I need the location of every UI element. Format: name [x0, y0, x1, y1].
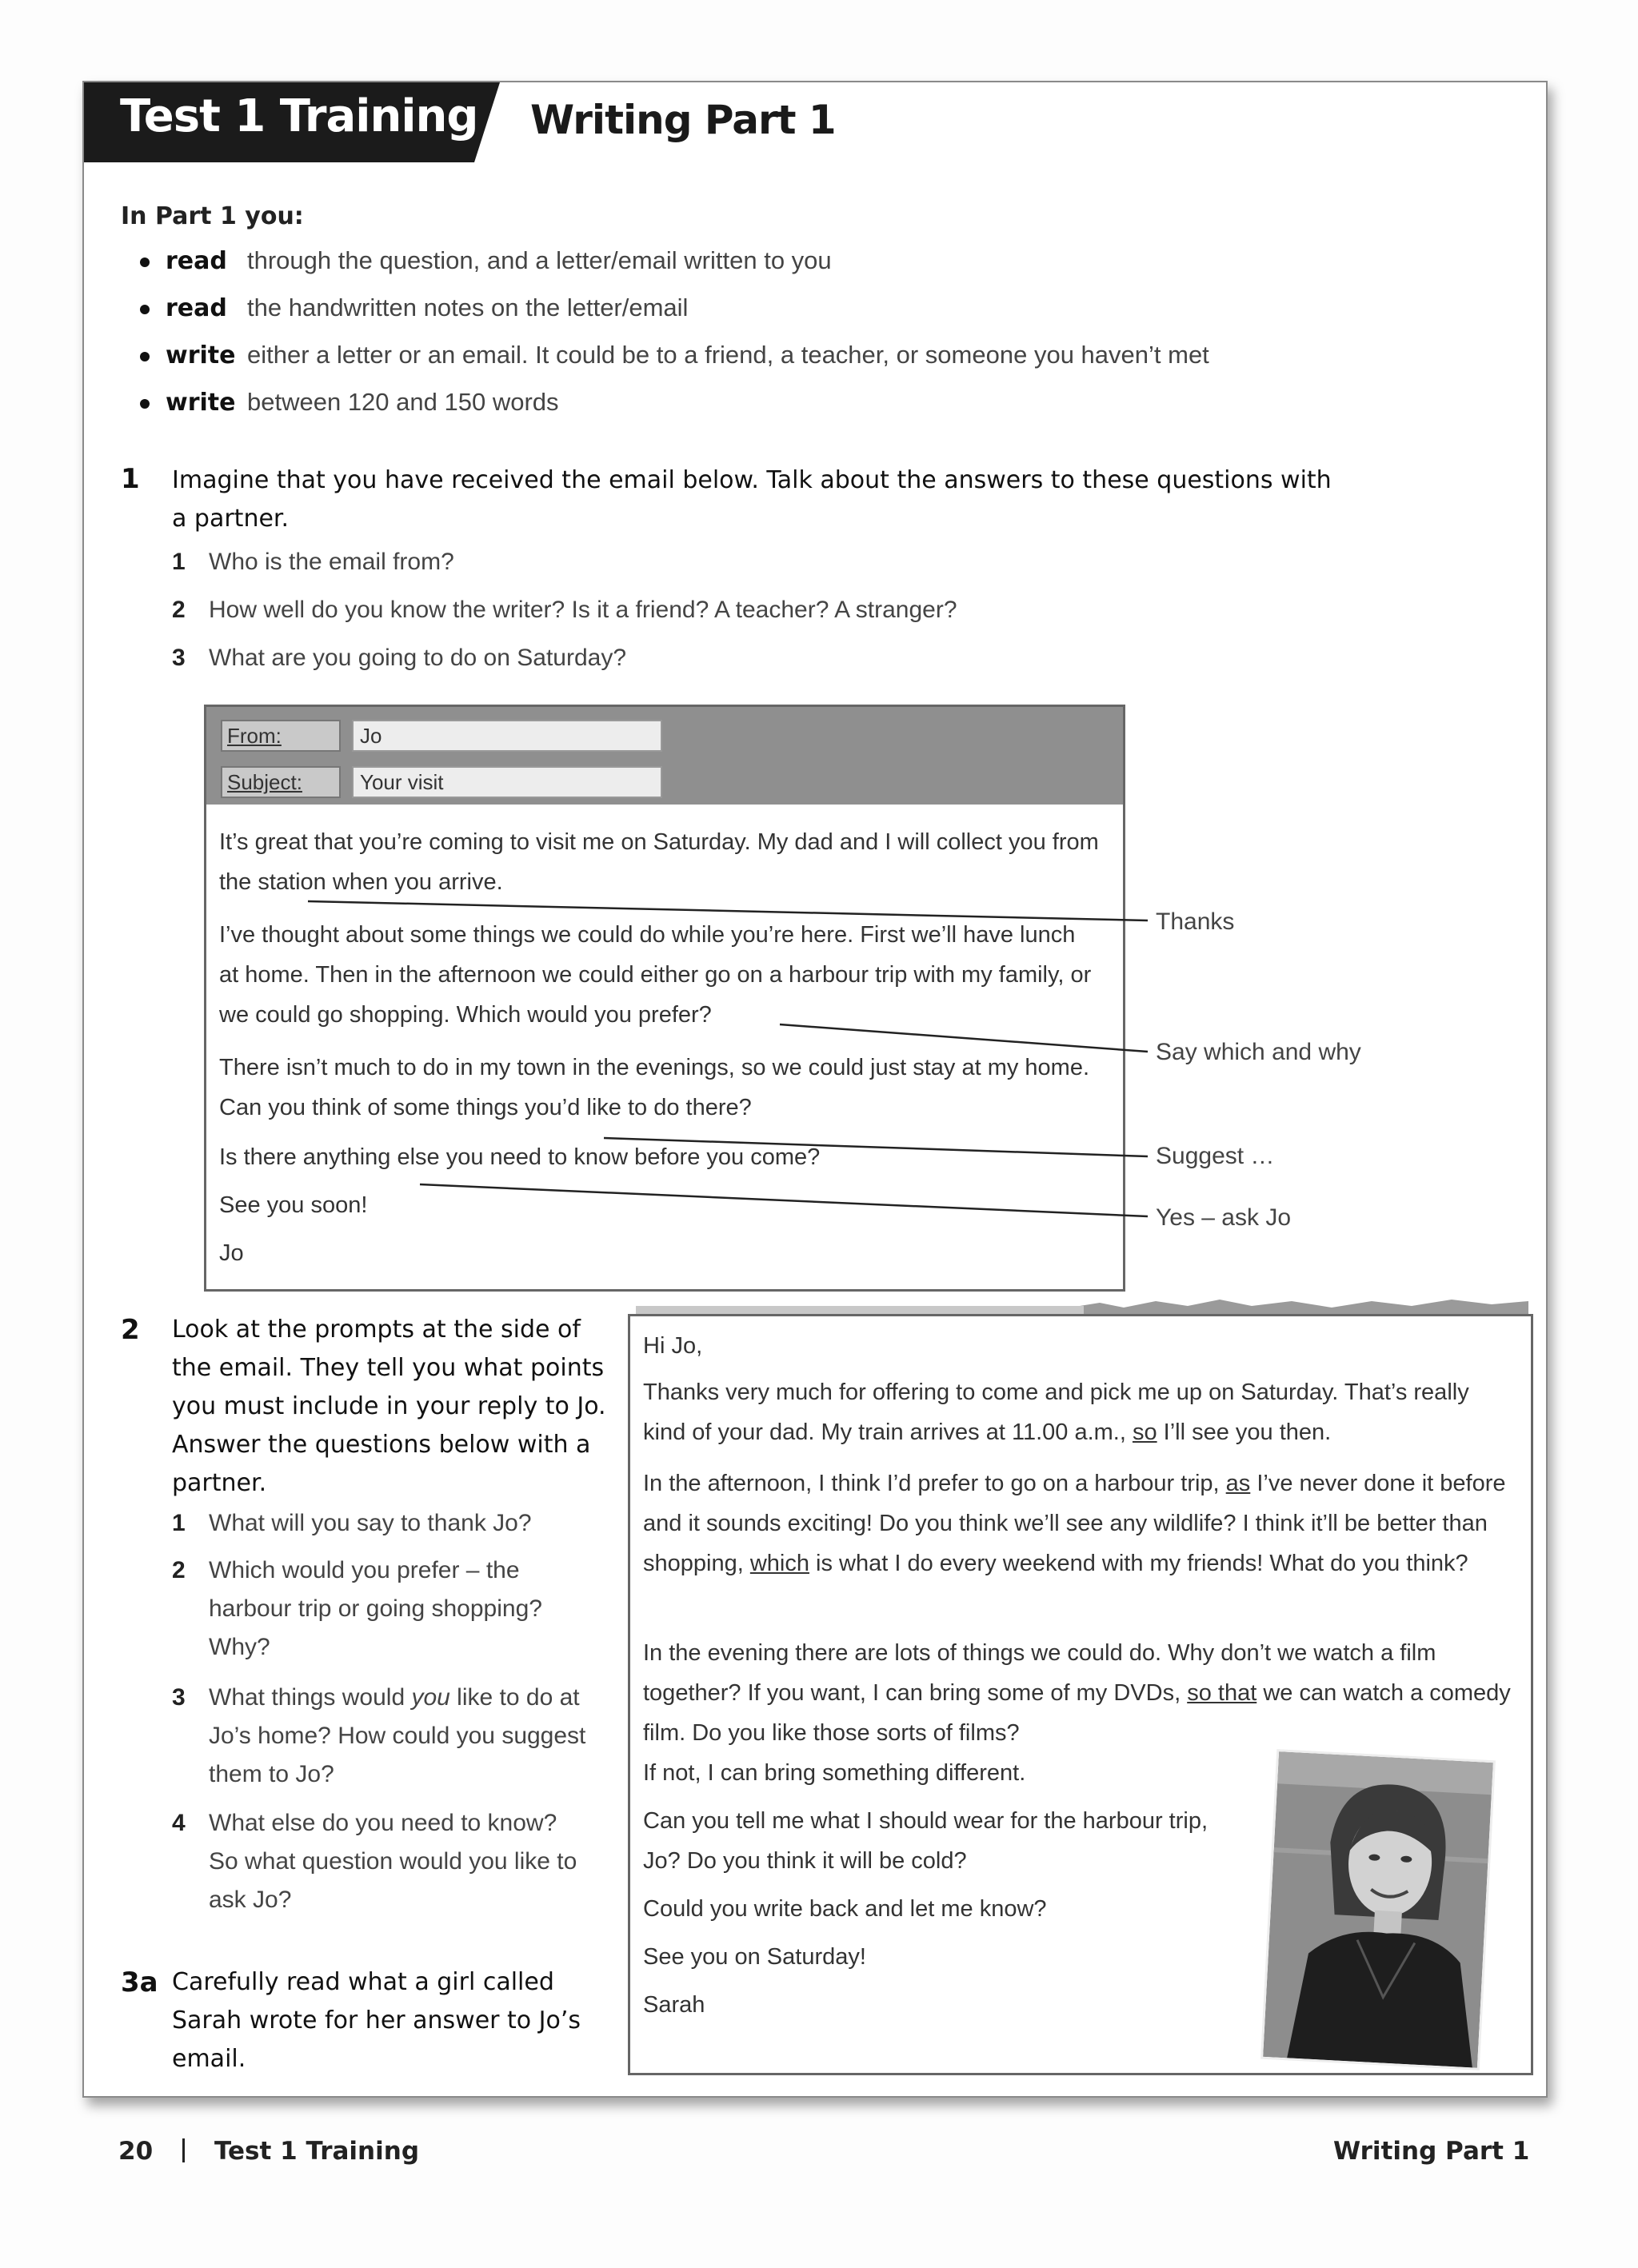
reply-sign-off: See you on Saturday! — [643, 1944, 866, 1970]
intro-heading: In Part 1 you: — [121, 202, 304, 230]
q2-item — [172, 1804, 593, 1919]
reply-text: is what I do every weekend with my friends! What do you think? — [809, 1551, 1468, 1576]
page-number: 20 — [118, 2137, 154, 2166]
connector-line — [604, 1138, 1148, 1156]
reply-paragraph: Can you tell me what I should wear for the harbour trip, Jo? Do you think it will be cold? — [643, 1808, 1209, 1874]
subject-label: Subject: — [221, 766, 341, 798]
reply-paragraph — [643, 1463, 1515, 1583]
prompt-note: Yes – ask Jo — [1156, 1204, 1291, 1231]
from-label: From: — [221, 720, 341, 752]
bullet-keyword: write — [166, 389, 236, 417]
item-number: 2 — [172, 597, 186, 623]
bullet-text: the handwritten notes on the letter/email — [247, 293, 689, 321]
bullet-text: between 120 and 150 words — [247, 388, 559, 416]
item-number: 4 — [172, 1810, 186, 1836]
item-number: 1 — [172, 549, 186, 575]
footer-separator — [182, 2138, 185, 2162]
reply-paragraph — [643, 1372, 1515, 1452]
from-field: Jo — [352, 720, 662, 752]
bullet-keyword: read — [166, 294, 227, 322]
question-text: Carefully read what a girl called Sarah wrote for her answer to Jo’s email. — [172, 1968, 581, 2073]
question-number: 2 — [121, 1314, 140, 1346]
connector-line — [308, 901, 1148, 920]
linker-word: which — [749, 1551, 809, 1576]
item-text: How well do you know the writer? Is it a friend? A teacher? A stranger? — [209, 597, 957, 623]
item-text: What else do you need to know? So what question would you like to ask Jo? — [209, 1810, 577, 1913]
footer-test-title: Test 1 Training — [214, 2137, 420, 2166]
reply-text: Thanks very much for offering to come and pick me up on Saturday. That’s really kind of your dad. My train arrives at 11.00 a.m., — [643, 1380, 1469, 1445]
email-paragraph: Is there anything else you need to know before you come? — [219, 1144, 821, 1170]
section-title: Writing Part 1 — [530, 97, 836, 143]
reply-text: I’ll see you then. — [1157, 1419, 1332, 1445]
reply-paragraph — [643, 1633, 1515, 1753]
prompt-note: Thanks — [1156, 908, 1235, 935]
item-text: like to do at Jo’s home? How could you suggest them to Jo? — [209, 1684, 586, 1787]
reply-email-from-sarah — [628, 1314, 1533, 2075]
connector-line — [780, 1024, 1148, 1052]
item-text: Who is the email from? — [209, 549, 454, 575]
linker-word: as — [1225, 1471, 1251, 1496]
bullet-text: through the question, and a letter/email written to you — [247, 246, 832, 274]
email-sign-off: See you soon! — [219, 1192, 368, 1218]
item-number: 2 — [172, 1557, 186, 1583]
question-number: 3a — [121, 1967, 158, 1998]
footer-section-title: Writing Part 1 — [1333, 2137, 1530, 2166]
reply-paragraph: Could you write back and let me know? — [643, 1896, 1047, 1922]
email-paragraph: It’s great that you’re coming to visit me on Saturday. My dad and I will collect you from the station when you arrive. — [219, 829, 1099, 895]
email-paragraph: There isn’t much to do in my town in the evenings, so we could just stay at my home. Can you think of some things you’d like to do there? — [219, 1055, 1090, 1120]
question-text: Look at the prompts at the side of the email. They tell you what points you must include in your reply to Jo. Answer the questions below with a partner. — [172, 1316, 606, 1497]
bullet-text: either a letter or an email. It could be to a friend, a teacher, or someone you haven’t met — [247, 341, 1209, 369]
q2-item — [172, 1551, 593, 1667]
email-paragraph: I’ve thought about some things we could do while you’re here. First we’ll have lunch at home. Then in the afternoon we could either go on a harbour trip with my family, or we could go shopping. Which would you prefer? — [219, 922, 1092, 1028]
item-text: Which would you prefer – the harbour trip or going shopping? Why? — [209, 1557, 542, 1660]
question-number: 1 — [121, 463, 140, 495]
q2-item — [172, 1504, 609, 1543]
item-number: 1 — [172, 1510, 186, 1536]
reply-greeting: Hi Jo, — [643, 1333, 703, 1359]
reply-text: In the evening there are lots of things we could do. Why don’t we watch a film together? If you want, I can bring some of my DVDs, — [643, 1640, 1436, 1706]
connector-line — [420, 1184, 1148, 1216]
linker-word: so — [1132, 1419, 1157, 1445]
bullet-keyword: read — [166, 247, 227, 275]
reply-text: In the afternoon, I think I’d prefer to go on a harbour trip, — [643, 1471, 1226, 1496]
item-number: 3 — [172, 645, 186, 671]
photo-of-sarah — [1260, 1749, 1496, 2070]
prompt-note: Suggest … — [1156, 1143, 1275, 1169]
item-number: 3 — [172, 1684, 186, 1711]
item-text: What will you say to thank Jo? — [209, 1510, 532, 1536]
prompt-note: Say which and why — [1156, 1039, 1361, 1065]
worksheet-page — [82, 81, 1548, 2098]
subject-field: Your visit — [352, 766, 662, 798]
reply-text: we can watch a comedy film. Do you like those sorts of films? — [643, 1680, 1511, 1746]
reply-paragraph: If not, I can bring something different. — [643, 1760, 1026, 1786]
item-text: What things would — [209, 1684, 412, 1711]
item-text-emphasis: you — [411, 1684, 450, 1711]
question-text: Imagine that you have received the email below. Talk about the answers to these questions with a partner. — [172, 466, 1332, 533]
q2-item — [172, 1679, 593, 1794]
item-text: What are you going to do on Saturday? — [209, 645, 627, 671]
reply-text: I’ve never done it before and it sounds exciting! Do you think we’ll see any wildlife? I think it’ll be better than shopping, — [643, 1471, 1506, 1576]
note-connector-lines — [84, 82, 1546, 1330]
linker-word: so that — [1187, 1680, 1257, 1706]
reply-signature: Sarah — [643, 1992, 705, 2018]
bullet-keyword: write — [166, 341, 236, 369]
test-label: Test 1 Training — [120, 90, 478, 142]
email-signature: Jo — [219, 1240, 244, 1266]
